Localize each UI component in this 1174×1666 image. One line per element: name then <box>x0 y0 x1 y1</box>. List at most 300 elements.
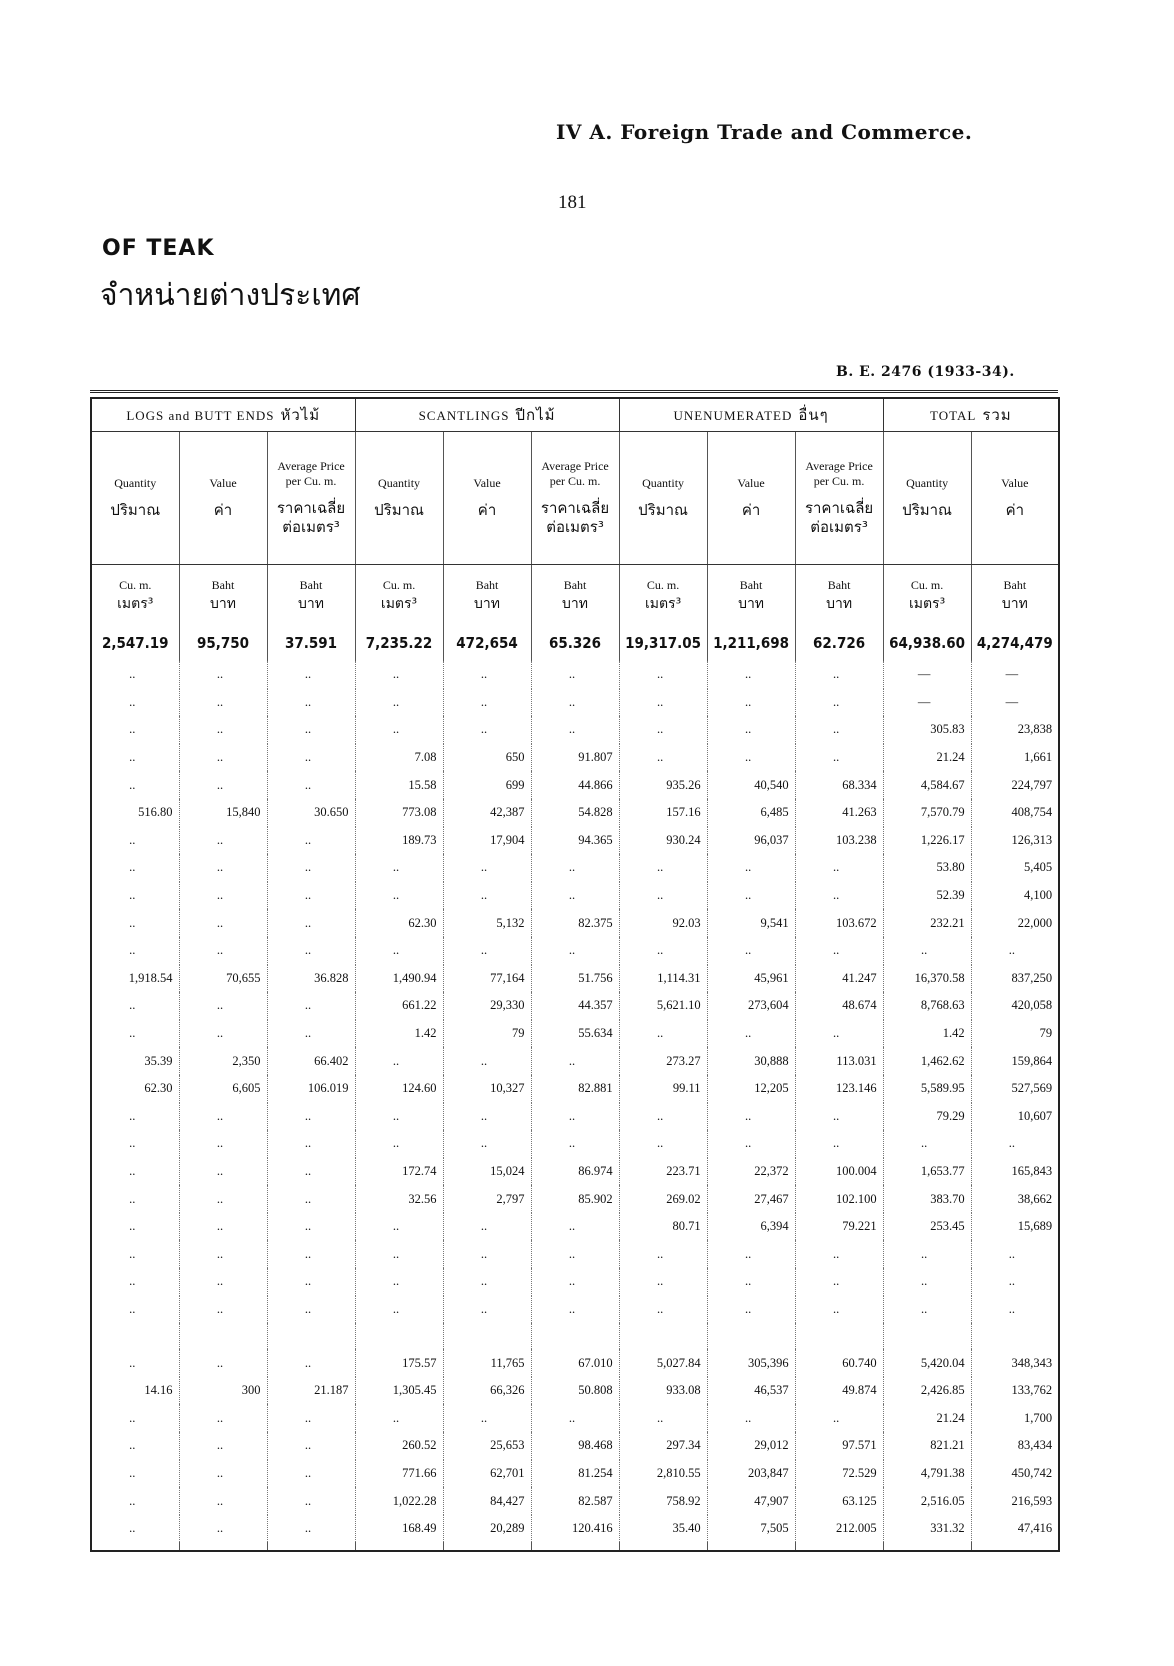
table-cell: 82.375 <box>531 909 619 937</box>
table-cell: .. <box>179 1240 267 1268</box>
table-cell: 49.874 <box>795 1377 883 1405</box>
bottom-rule-cell <box>795 1542 883 1551</box>
table-cell: .. <box>443 689 531 717</box>
table-cell: 53.80 <box>883 854 971 882</box>
table-cell: 62.30 <box>91 1075 179 1103</box>
table-cell: 6,605 <box>179 1075 267 1103</box>
column-header-thai: ราคาเฉลี่ยต่อเมตร³ <box>276 499 346 536</box>
unit-thai: บาท <box>562 595 589 612</box>
unit-label: Baht <box>211 577 235 592</box>
table-cell: .. <box>267 1020 355 1048</box>
table-cell: .. <box>179 992 267 1020</box>
table-cell: 1.42 <box>883 1020 971 1048</box>
table-cell <box>91 1323 179 1349</box>
table-cell: 1,661 <box>971 744 1059 772</box>
table-row <box>91 1349 1059 1377</box>
table-cell: .. <box>795 882 883 910</box>
table-cell: .. <box>179 1515 267 1543</box>
table-cell: 260.52 <box>355 1432 443 1460</box>
table-cell: 1,226.17 <box>883 827 971 855</box>
table-row <box>91 1185 1059 1213</box>
table-cell: .. <box>619 1240 707 1268</box>
table-cell: .. <box>355 1404 443 1432</box>
table-cell: 81.254 <box>531 1460 619 1488</box>
table-cell: 159,864 <box>971 1047 1059 1075</box>
table-cell: 30,888 <box>707 1047 795 1075</box>
table-row <box>91 882 1059 910</box>
teak-export-table-container <box>90 390 1058 1552</box>
table-cell: 7.08 <box>355 744 443 772</box>
unit-label: Baht <box>475 577 499 592</box>
table-cell: 15,024 <box>443 1158 531 1186</box>
table-row <box>91 1404 1059 1432</box>
table-cell: 63.125 <box>795 1487 883 1515</box>
table-cell: .. <box>179 771 267 799</box>
table-cell: .. <box>267 937 355 965</box>
table-cell: 331.32 <box>883 1515 971 1543</box>
page-number: 181 <box>558 192 587 213</box>
table-cell: .. <box>91 1460 179 1488</box>
table-cell: .. <box>267 1130 355 1158</box>
table-cell: .. <box>531 1103 619 1131</box>
table-cell: .. <box>795 716 883 744</box>
table-cell: 102.100 <box>795 1185 883 1213</box>
unit-label: Cu. m. <box>119 577 152 592</box>
table-row <box>91 716 1059 744</box>
table-cell: .. <box>91 1020 179 1048</box>
column-header-thai: ค่า <box>1005 501 1025 520</box>
table-cell: 94.365 <box>531 827 619 855</box>
table-cell: .. <box>795 854 883 882</box>
table-cell: 35.40 <box>619 1515 707 1543</box>
table-row <box>91 1323 1059 1349</box>
table-cell <box>971 1323 1059 1349</box>
column-header-label: Value <box>737 476 765 491</box>
table-cell: .. <box>443 854 531 882</box>
table-cell: .. <box>531 1268 619 1296</box>
table-cell: .. <box>971 937 1059 965</box>
unit-label: Baht <box>1003 577 1027 592</box>
table-cell: .. <box>443 882 531 910</box>
table-row <box>91 1377 1059 1405</box>
column-header-quantity <box>355 432 443 565</box>
table-cell: 113.031 <box>795 1047 883 1075</box>
table-cell: 773.08 <box>355 799 443 827</box>
table-cell: .. <box>91 1240 179 1268</box>
table-row <box>91 1460 1059 1488</box>
table-cell: .. <box>619 882 707 910</box>
table-cell: .. <box>355 716 443 744</box>
table-cell: .. <box>355 1268 443 1296</box>
table-cell: .. <box>91 1213 179 1241</box>
table-cell <box>883 1323 971 1349</box>
table-cell: .. <box>267 992 355 1020</box>
table-cell: 91.807 <box>531 744 619 772</box>
column-header-quantity <box>619 432 707 565</box>
table-cell: .. <box>619 1130 707 1158</box>
table-cell: .. <box>355 1213 443 1241</box>
table-cell: .. <box>883 1130 971 1158</box>
column-header-value <box>179 432 267 565</box>
table-cell: .. <box>619 1020 707 1048</box>
table-cell: .. <box>267 1487 355 1515</box>
table-cell: .. <box>707 1296 795 1324</box>
table-cell: .. <box>355 1103 443 1131</box>
table-cell: 51.756 <box>531 965 619 993</box>
table-cell: 84,427 <box>443 1487 531 1515</box>
table-cell: 273,604 <box>707 992 795 1020</box>
table-cell: .. <box>443 661 531 689</box>
column-header-value <box>971 432 1059 565</box>
table-cell <box>355 1323 443 1349</box>
table-cell: .. <box>355 854 443 882</box>
table-cell: .. <box>179 909 267 937</box>
table-cell: .. <box>179 937 267 965</box>
table-cell: 120.416 <box>531 1515 619 1543</box>
table-cell: .. <box>619 1103 707 1131</box>
column-header-thai: ราคาเฉลี่ยต่อเมตร³ <box>804 499 874 536</box>
table-cell: 40,540 <box>707 771 795 799</box>
table-cell: 6,394 <box>707 1213 795 1241</box>
table-cell: .. <box>707 1268 795 1296</box>
bottom-rule-cell <box>619 1542 707 1551</box>
table-cell: 46,537 <box>707 1377 795 1405</box>
table-cell: 1,700 <box>971 1404 1059 1432</box>
table-cell: 45,961 <box>707 965 795 993</box>
table-cell: .. <box>707 882 795 910</box>
table-cell: 6,485 <box>707 799 795 827</box>
table-cell: .. <box>971 1130 1059 1158</box>
column-header-quantity <box>883 432 971 565</box>
unit-header-baht <box>443 565 531 626</box>
unit-label: Baht <box>563 577 587 592</box>
table-cell: .. <box>795 1240 883 1268</box>
table-cell: .. <box>707 1404 795 1432</box>
table-cell: .. <box>355 937 443 965</box>
table-cell: 79.221 <box>795 1213 883 1241</box>
table-cell: 27,467 <box>707 1185 795 1213</box>
total-cell: 19,317.05 <box>619 625 707 661</box>
table-cell: .. <box>267 1268 355 1296</box>
table-cell: 165,843 <box>971 1158 1059 1186</box>
table-cell: 232.21 <box>883 909 971 937</box>
table-cell: .. <box>619 1296 707 1324</box>
table-cell: .. <box>619 1268 707 1296</box>
table-cell: 2,350 <box>179 1047 267 1075</box>
table-cell: 123.146 <box>795 1075 883 1103</box>
bottom-rule-cell <box>531 1542 619 1551</box>
table-row <box>91 1075 1059 1103</box>
table-cell: 450,742 <box>971 1460 1059 1488</box>
unit-header-cum <box>619 565 707 626</box>
table-cell: .. <box>91 689 179 717</box>
table-cell: .. <box>91 937 179 965</box>
table-cell: .. <box>179 1349 267 1377</box>
table-cell: .. <box>795 1268 883 1296</box>
table-cell <box>707 1323 795 1349</box>
table-cell: 77,164 <box>443 965 531 993</box>
table-cell: 25,653 <box>443 1432 531 1460</box>
table-cell: 661.22 <box>355 992 443 1020</box>
table-cell: 55.634 <box>531 1020 619 1048</box>
bottom-rule-cell <box>91 1542 179 1551</box>
table-cell: 16,370.58 <box>883 965 971 993</box>
table-cell: .. <box>531 854 619 882</box>
table-cell: .. <box>267 1103 355 1131</box>
table-cell: 300 <box>179 1377 267 1405</box>
table-row <box>91 1240 1059 1268</box>
table-cell: .. <box>619 1404 707 1432</box>
table-cell: 224,797 <box>971 771 1059 799</box>
table-cell: .. <box>355 1130 443 1158</box>
table-cell: 1.42 <box>355 1020 443 1048</box>
table-cell: .. <box>443 1130 531 1158</box>
table-cell: .. <box>179 716 267 744</box>
table-cell: .. <box>179 882 267 910</box>
table-cell: .. <box>267 1296 355 1324</box>
table-cell: .. <box>91 661 179 689</box>
table-cell: 4,584.67 <box>883 771 971 799</box>
table-cell: .. <box>179 1487 267 1515</box>
table-cell: .. <box>91 1268 179 1296</box>
table-cell: .. <box>443 716 531 744</box>
table-cell: 175.57 <box>355 1349 443 1377</box>
table-row <box>91 744 1059 772</box>
unit-header-cum <box>91 565 179 626</box>
table-cell <box>795 1323 883 1349</box>
table-cell: .. <box>91 854 179 882</box>
table-row <box>91 1047 1059 1075</box>
table-cell: 97.571 <box>795 1432 883 1460</box>
table-cell: 68.334 <box>795 771 883 799</box>
table-cell: .. <box>179 1460 267 1488</box>
table-cell: .. <box>795 1296 883 1324</box>
table-cell: .. <box>179 1020 267 1048</box>
table-cell: .. <box>795 1020 883 1048</box>
table-cell: .. <box>707 854 795 882</box>
table-cell: .. <box>971 1268 1059 1296</box>
table-cell: 2,810.55 <box>619 1460 707 1488</box>
table-cell: 305,396 <box>707 1349 795 1377</box>
table-cell: .. <box>707 716 795 744</box>
table-cell: .. <box>179 1158 267 1186</box>
table-cell: .. <box>795 689 883 717</box>
group-header-logs: LOGS and BUTT ENDS หัวไม้ <box>91 398 355 432</box>
table-row <box>91 992 1059 1020</box>
table-row <box>91 661 1059 689</box>
unit-header-baht <box>795 565 883 626</box>
table-cell: 273.27 <box>619 1047 707 1075</box>
table-cell: 47,907 <box>707 1487 795 1515</box>
table-cell: 5,621.10 <box>619 992 707 1020</box>
running-head: IV A. Foreign Trade and Commerce. <box>556 120 973 144</box>
table-cell: 66.402 <box>267 1047 355 1075</box>
table-cell: 2,516.05 <box>883 1487 971 1515</box>
table-cell: .. <box>531 882 619 910</box>
unit-header-baht <box>267 565 355 626</box>
table-cell: 216,593 <box>971 1487 1059 1515</box>
column-header-thai: ค่า <box>477 501 497 520</box>
table-row <box>91 854 1059 882</box>
column-header-label: Value <box>209 476 237 491</box>
table-cell: 253.45 <box>883 1213 971 1241</box>
teak-export-table <box>90 397 1060 1552</box>
table-cell: 420,058 <box>971 992 1059 1020</box>
table-cell: 103.238 <box>795 827 883 855</box>
total-cell: 95,750 <box>179 625 267 661</box>
table-cell: 7,570.79 <box>883 799 971 827</box>
total-cell: 62.726 <box>795 625 883 661</box>
unit-thai: เมตร³ <box>117 595 154 612</box>
table-cell: .. <box>795 1130 883 1158</box>
table-cell: .. <box>91 1296 179 1324</box>
table-cell: .. <box>91 1404 179 1432</box>
table-row <box>91 799 1059 827</box>
table-cell: .. <box>795 1103 883 1131</box>
table-cell: .. <box>91 1515 179 1543</box>
table-cell: .. <box>267 909 355 937</box>
table-cell: .. <box>443 1047 531 1075</box>
table-cell: .. <box>355 1047 443 1075</box>
table-cell: .. <box>707 744 795 772</box>
unit-thai: เมตร³ <box>380 595 418 612</box>
table-cell: 96,037 <box>707 827 795 855</box>
table-cell: .. <box>795 937 883 965</box>
unit-header-cum <box>355 565 443 626</box>
unit-thai: บาท <box>474 595 501 612</box>
group-header-unenumerated: UNENUMERATED อื่นๆ <box>619 398 883 432</box>
table-cell: 22,000 <box>971 909 1059 937</box>
table-cell: 933.08 <box>619 1377 707 1405</box>
table-cell: .. <box>619 661 707 689</box>
column-header-row <box>91 432 1059 565</box>
column-header-thai: ปริมาณ <box>638 501 688 520</box>
column-header-thai: ปริมาณ <box>374 501 424 520</box>
table-cell: 50.808 <box>531 1377 619 1405</box>
table-cell: .. <box>619 689 707 717</box>
table-cell: 758.92 <box>619 1487 707 1515</box>
table-cell: .. <box>267 744 355 772</box>
table-cell: 1,918.54 <box>91 965 179 993</box>
table-cell: 20,289 <box>443 1515 531 1543</box>
table-cell: .. <box>179 1213 267 1241</box>
table-cell: .. <box>531 1213 619 1241</box>
table-cell: .. <box>91 1158 179 1186</box>
table-cell: .. <box>971 1240 1059 1268</box>
table-cell: .. <box>179 1268 267 1296</box>
table-cell: 168.49 <box>355 1515 443 1543</box>
group-header-row <box>91 398 1059 432</box>
table-row <box>91 965 1059 993</box>
column-header-label: Quantity <box>906 476 949 491</box>
table-cell: .. <box>707 937 795 965</box>
table-cell: .. <box>267 1185 355 1213</box>
table-cell: 930.24 <box>619 827 707 855</box>
table-row <box>91 937 1059 965</box>
table-cell: .. <box>179 744 267 772</box>
table-cell: .. <box>179 827 267 855</box>
table-cell: 83,434 <box>971 1432 1059 1460</box>
table-cell <box>179 1323 267 1349</box>
table-cell: .. <box>883 937 971 965</box>
unit-label: Baht <box>827 577 851 592</box>
total-cell: 1,211,698 <box>707 625 795 661</box>
table-cell: 41.263 <box>795 799 883 827</box>
table-row <box>91 689 1059 717</box>
bottom-rule-cell <box>179 1542 267 1551</box>
table-cell: 15,840 <box>179 799 267 827</box>
table-cell: 29,012 <box>707 1432 795 1460</box>
table-cell <box>443 1323 531 1349</box>
table-row <box>91 1020 1059 1048</box>
table-cell: .. <box>443 1404 531 1432</box>
table-cell: 98.468 <box>531 1432 619 1460</box>
table-cell: 17,904 <box>443 827 531 855</box>
table-cell: .. <box>531 661 619 689</box>
table-cell: 9,541 <box>707 909 795 937</box>
table-row <box>91 827 1059 855</box>
table-cell: 79 <box>971 1020 1059 1048</box>
table-cell: .. <box>619 716 707 744</box>
table-cell: 1,114.31 <box>619 965 707 993</box>
column-header-avg <box>267 432 355 565</box>
table-cell: 223.71 <box>619 1158 707 1186</box>
table-cell: .. <box>267 1404 355 1432</box>
total-cell: 4,274,479 <box>971 625 1059 661</box>
table-cell: 44.357 <box>531 992 619 1020</box>
table-cell: .. <box>179 854 267 882</box>
unit-header-baht <box>707 565 795 626</box>
table-row <box>91 1487 1059 1515</box>
table-cell: 62.30 <box>355 909 443 937</box>
column-header-thai: ราคาเฉลี่ยต่อเมตร³ <box>540 499 610 536</box>
table-cell: 80.71 <box>619 1213 707 1241</box>
table-cell: 212.005 <box>795 1515 883 1543</box>
table-cell: 305.83 <box>883 716 971 744</box>
table-cell: 15.58 <box>355 771 443 799</box>
table-cell: .. <box>267 854 355 882</box>
group-header-total: TOTAL รวม <box>883 398 1059 432</box>
table-cell: 15,689 <box>971 1213 1059 1241</box>
bottom-rule-cell <box>707 1542 795 1551</box>
table-cell: .. <box>355 1240 443 1268</box>
table-cell: 157.16 <box>619 799 707 827</box>
column-header-avg <box>531 432 619 565</box>
table-cell: 7,505 <box>707 1515 795 1543</box>
table-cell: .. <box>883 1240 971 1268</box>
table-cell: 38,662 <box>971 1185 1059 1213</box>
total-cell: 64,938.60 <box>883 625 971 661</box>
table-cell: 62,701 <box>443 1460 531 1488</box>
table-cell: .. <box>267 827 355 855</box>
bottom-rule-cell <box>355 1542 443 1551</box>
table-cell: .. <box>179 1185 267 1213</box>
unit-header-cum <box>883 565 971 626</box>
table-cell: 189.73 <box>355 827 443 855</box>
unit-label: Cu. m. <box>382 577 416 592</box>
table-row <box>91 771 1059 799</box>
table-cell: .. <box>267 1515 355 1543</box>
table-cell: .. <box>531 1404 619 1432</box>
unit-label: Cu. m. <box>910 577 944 592</box>
column-header-label: Value <box>473 476 501 491</box>
table-cell: .. <box>443 1240 531 1268</box>
table-cell: 124.60 <box>355 1075 443 1103</box>
table-cell: 41.247 <box>795 965 883 993</box>
table-cell: .. <box>91 882 179 910</box>
table-cell: .. <box>267 1432 355 1460</box>
table-cell: .. <box>619 744 707 772</box>
